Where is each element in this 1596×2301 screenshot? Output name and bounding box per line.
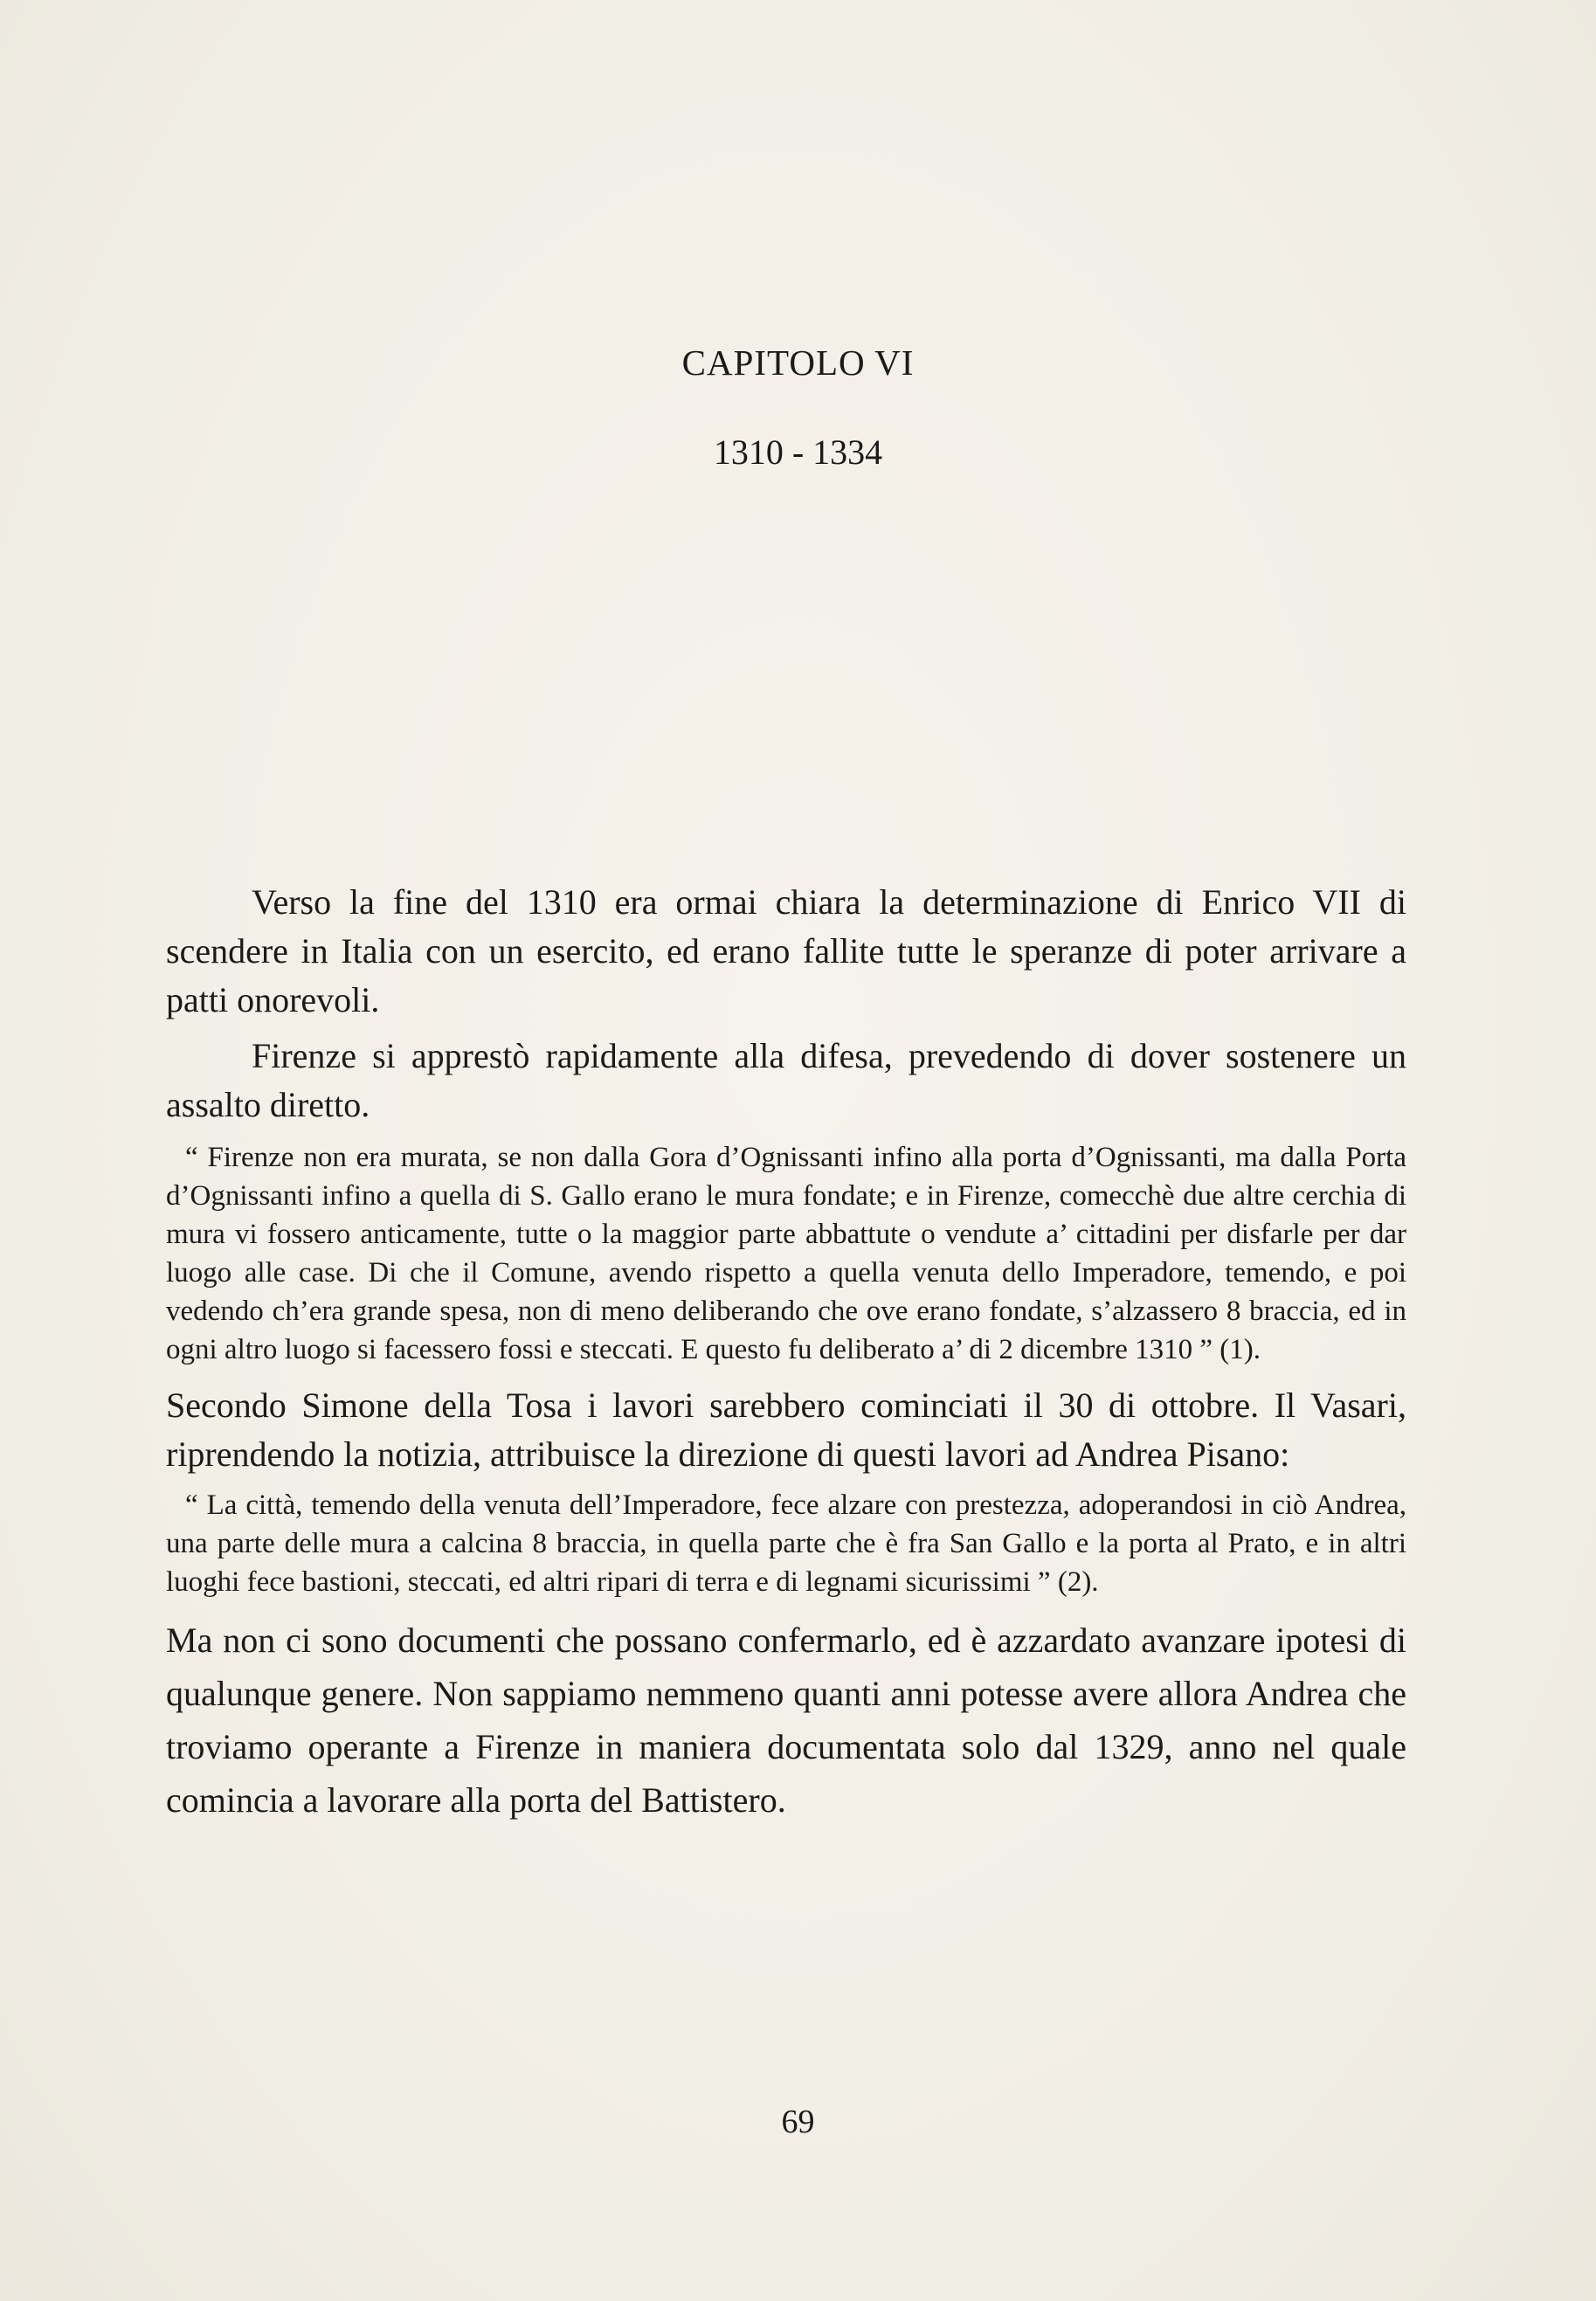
body-text bbox=[166, 878, 1406, 1827]
paragraph-2: Firenze si apprestò rapidamente alla difesa, prevedendo di dover sostenere un assalto diretto. bbox=[166, 1036, 1406, 1124]
quotation-villani: “ Firenze non era murata, se non dalla Gora d’Ognissanti infino alla porta d’Ognissanti, ma dalla Porta d’Ognissanti infino a quella di S. Gallo erano le mura fondate; e in Firenze, comecchè due altre cerchia di mura vi fossero anticamente, tutte o la maggior parte abbattute o vendute a’ cittadini per disfarle per dar luogo alle case. Di che il Comune, avendo rispetto a quella venuta dello Imperadore, temendo, e poi vedendo ch’era grande spesa, non di meno deliberando che ove erano fondate, s’alzassero 8 braccia, ed in ogni altro luogo si facessero fossi e steccati. E questo fu deliberato a’ di 2 dicembre 1310 ” (1). bbox=[166, 1142, 1406, 1365]
quotation-vasari: “ La città, temendo della venuta dell’Imperadore, fece alzare con prestezza, adoperandosi in ciò Andrea, una parte delle mura a calcina 8 braccia, in quella parte che è fra San Gallo e la porta al Prato, e in altri luoghi fece bastioni, steccati, ed altri ripari di terra e di legnami sicurissimi ” (2). bbox=[166, 1489, 1406, 1598]
chapter-title: CAPITOLO VI bbox=[681, 342, 915, 383]
page-number: 69 bbox=[781, 2104, 815, 2140]
paragraph-3: Secondo Simone della Tosa i lavori sarebbero cominciati il 30 di ottobre. Il Vasari, riprendendo la notizia, attribuisce la direzione di questi lavori ad Andrea Pisano: bbox=[166, 1385, 1406, 1474]
paragraph-1: Verso la fine del 1310 era ormai chiara la determinazione di Enrico VII di scendere in Italia con un esercito, ed erano fallite tutte le speranze di poter arrivare a patti onorevoli. bbox=[166, 882, 1406, 1019]
chapter-years: 1310 - 1334 bbox=[713, 432, 883, 472]
paragraph-4: Ma non ci sono documenti che possano confermarlo, ed è azzardato avanzare ipotesi di qualunque genere. Non sappiamo nemmeno quanti anni potesse avere allora Andrea che troviamo operante a Firenze in maniera documentata solo dal 1329, anno nel quale comincia a lavorare alla porta del Battistero. bbox=[166, 1620, 1406, 1820]
